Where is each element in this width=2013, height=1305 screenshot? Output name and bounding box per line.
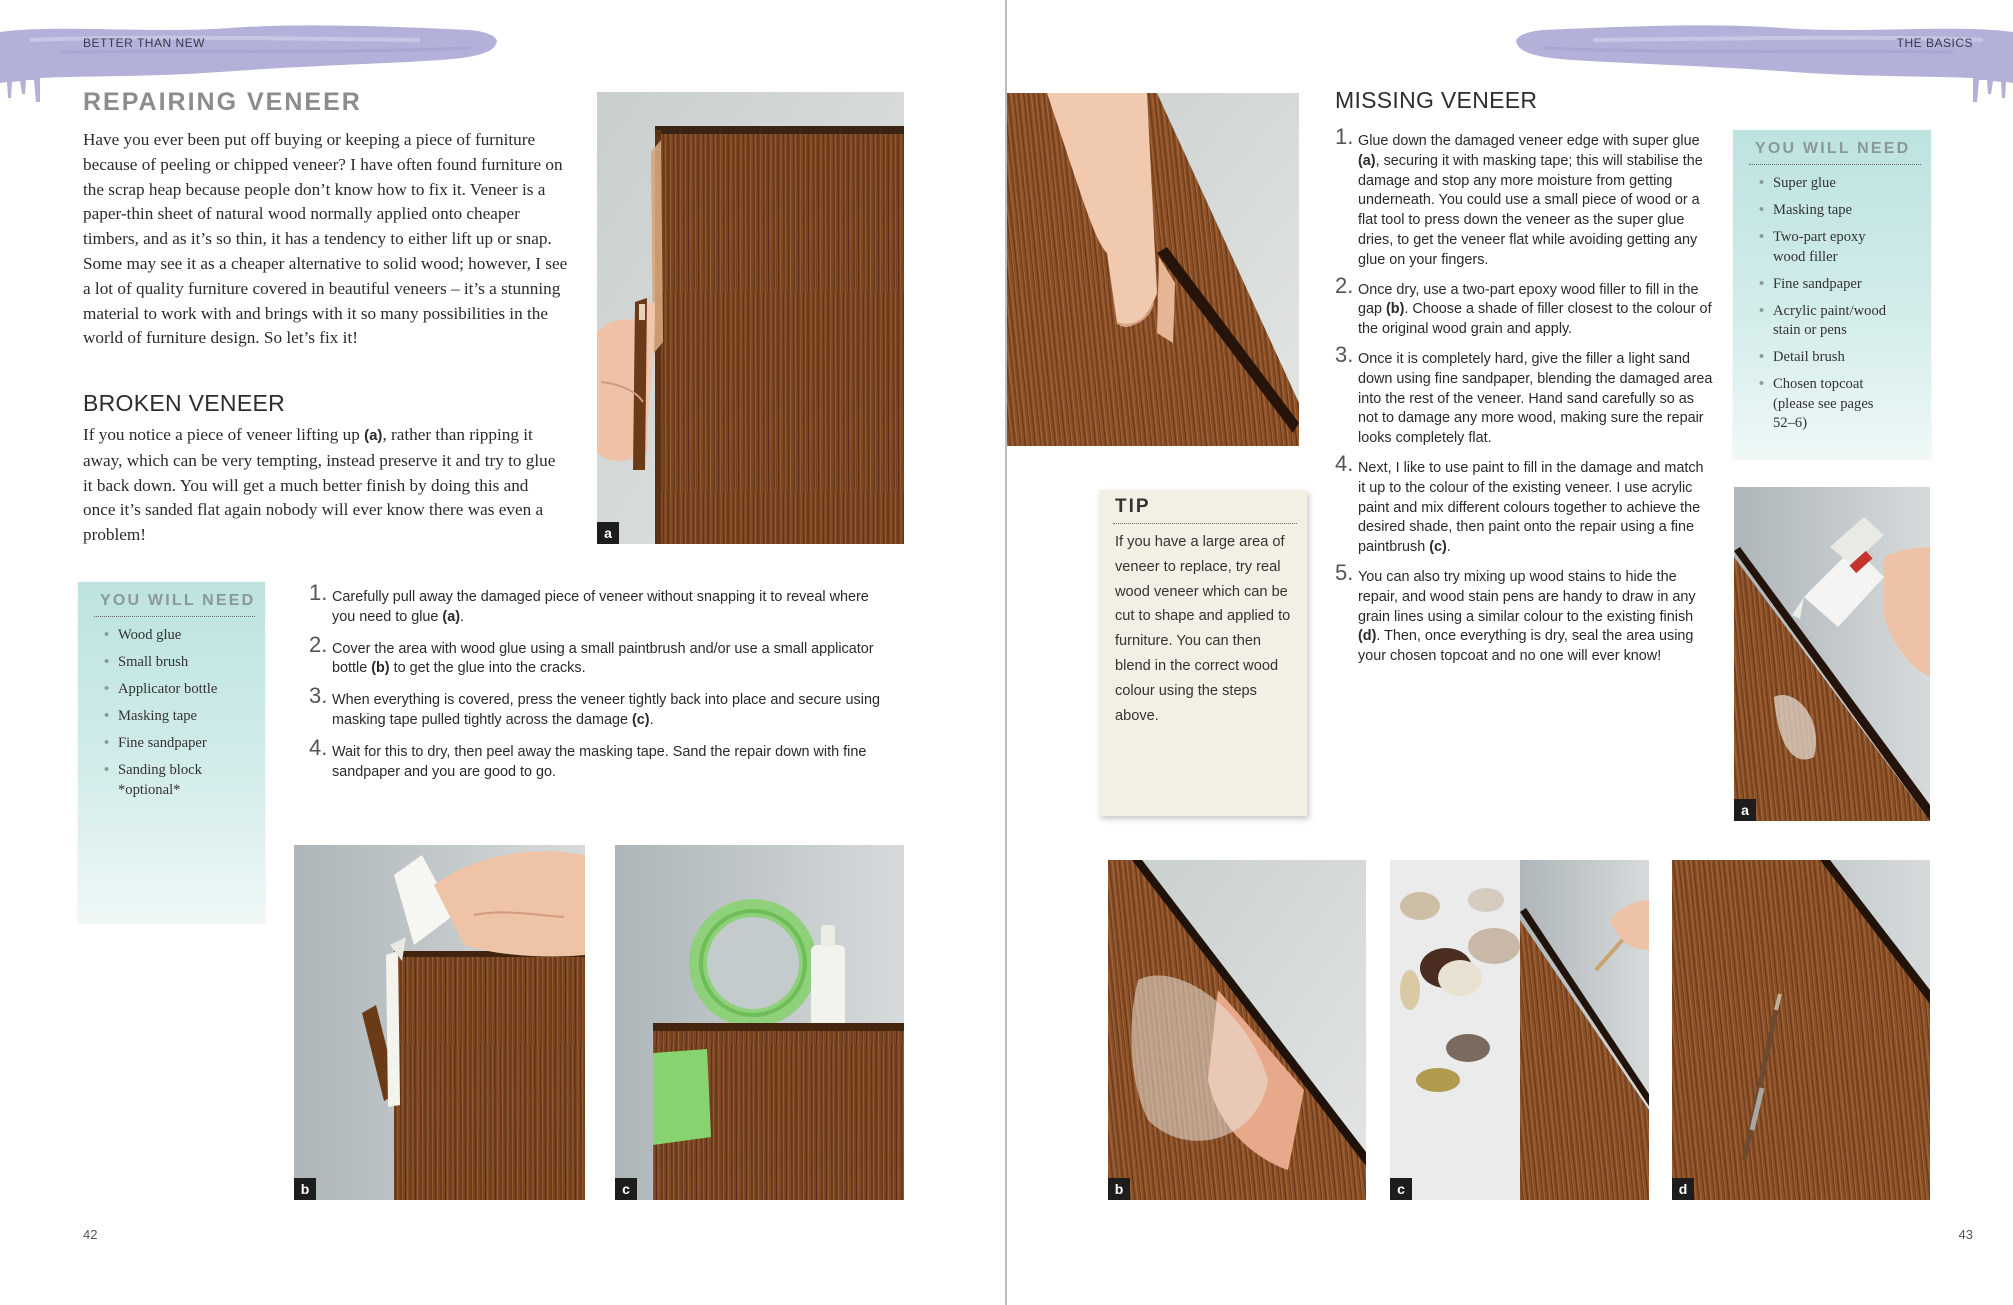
supply-item: • Chosen topcoat (please see pages 52–6) (1747, 375, 1893, 434)
photo-a-super-glue (1734, 487, 1930, 821)
photo-b-applying-glue (294, 845, 585, 1200)
step-item: 1. Glue down the damaged veneer edge with super glue (a), securing it with masking tape; this will stabilise the damage and stop any more moisture from getting underneath. You could use a small piece of wood or a flat tool to press down the veneer as the super glue dries, to get the veneer flat while avoiding getting any glue on your fingers. (1335, 124, 1703, 268)
supply-item: • Applicator bottle (92, 680, 262, 700)
page-number: 43 (1958, 1227, 1973, 1242)
photo-c-right-image (1390, 860, 1649, 1200)
supply-list (1747, 174, 1922, 441)
photo-label-a: a (1734, 799, 1756, 821)
supply-item: • Masking tape (92, 707, 262, 727)
photo-b-image (294, 845, 585, 1200)
tip-box (1099, 490, 1307, 816)
photo-c-masking-tape (615, 845, 904, 1200)
photo-a-image (597, 92, 904, 544)
supply-item: • Detail brush (1747, 348, 1922, 368)
divider (1113, 523, 1297, 524)
photo-label-c: c (615, 1178, 637, 1200)
tip-title: TIP (1115, 496, 1151, 517)
photo-label-b: b (1108, 1178, 1130, 1200)
supply-item: • Fine sandpaper (92, 734, 262, 754)
supply-item: • Sanding block *optional* (92, 761, 228, 800)
running-head: BETTER THAN NEW (83, 36, 205, 50)
intro-paragraph: Have you ever been put off buying or keeping a piece of furniture because of peeling or chipped veneer? I have often found furniture on the scrap heap because people don’t know how to fix it. Veneer is a paper-thin sheet of natural wood normally applied onto cheaper timbers, and as it’s so thin, it has a tendency to either lift up or snap. Some may see it as a cheaper alternative to solid wood; however, I see a lot of quality furniture covered in beautiful veneers – it’s a stunning material to work with and brings with it so many possibilities in the world of furniture design. So let’s fix it! (83, 130, 568, 348)
photo-b-epoxy-filler (1108, 860, 1366, 1200)
steps-list-right (1335, 124, 1713, 667)
you-will-need-box-right (1733, 130, 1931, 458)
step-item: 1. Carefully pull away the damaged piece of veneer without snapping it to reveal where you need to glue (a). (309, 580, 869, 625)
right-page (1007, 0, 2013, 1305)
left-page (0, 0, 1006, 1305)
page-title: MISSING VENEER (1335, 87, 1538, 113)
header-brush-stroke (1503, 14, 2013, 114)
steps-list-left (309, 580, 895, 782)
supply-item: • Acrylic paint/wood stain or pens (1747, 302, 1899, 341)
photo-d-image (1672, 860, 1930, 1200)
step-item: 4. Next, I like to use paint to fill in the damage and match it up to the colour of the existing veneer. I use acrylic paint and mix different colours together to achieve the desired shade, then paint onto the repair using a fine paintbrush (c). (1335, 450, 1704, 556)
supply-item: • Two-part epoxy wood filler (1747, 228, 1883, 267)
step-item: 2. Cover the area with wood glue using a small paintbrush and/or use a small applicator bottle (b) to get the glue into the cracks. (309, 631, 874, 677)
you-will-need-box-left (78, 582, 265, 922)
section-heading: BROKEN VENEER (83, 390, 286, 416)
step-item: 3. When everything is covered, press the veneer tightly back into place and secure using masking tape pulled tightly across the damage (c). (309, 683, 880, 728)
photo-corner-image (1007, 93, 1299, 446)
you-will-need-title: YOU WILL NEED (100, 592, 256, 609)
photo-label-c: c (1390, 1178, 1412, 1200)
divider (1749, 164, 1921, 165)
step-item: 4. Wait for this to dry, then peel away the masking tape. Sand the repair down with fine sandpaper and you are good to go. (309, 734, 867, 780)
photo-d-wood-stain-pen (1672, 860, 1930, 1200)
photo-c-paint-mixing (1390, 860, 1649, 1200)
section-paragraph: If you notice a piece of veneer lifting up (a), rather than ripping it away, which can be very tempting, instead preserve it and try to glue it back down. You will get a much better finish by doing this and once it’s sanded flat again nobody will ever know there was even a problem! (83, 425, 556, 545)
step-item: 3. Once it is completely hard, give the filler a light sand down using fine sandpaper, blending the damaged area into the rest of the veneer. Hand sand carefully so as not to damage any more wood, making sure the repair looks completely flat. (1335, 341, 1713, 447)
photo-b-right-image (1108, 860, 1366, 1200)
page-title: REPAIRING VENEER (83, 88, 362, 116)
photo-missing-veneer-corner (1007, 93, 1299, 446)
supply-list (92, 626, 262, 808)
page-number: 42 (83, 1227, 98, 1242)
photo-a-right-image (1734, 487, 1930, 821)
supply-item: • Fine sandpaper (1747, 275, 1922, 295)
photo-label-a: a (597, 522, 619, 544)
divider (94, 616, 255, 617)
step-item: 2. Once dry, use a two-part epoxy wood filler to fill in the gap (b). Choose a shade of filler closest to the colour of the original wood grain and apply. (1335, 272, 1712, 338)
photo-a-lifted-veneer (597, 92, 904, 544)
supply-item: • Masking tape (1747, 201, 1922, 221)
supply-item: • Super glue (1747, 174, 1922, 194)
photo-label-b: b (294, 1178, 316, 1200)
photo-label-d: d (1672, 1178, 1694, 1200)
supply-item: • Wood glue (92, 626, 262, 646)
step-item: 5. You can also try mixing up wood stains to hide the repair, and wood stain pens are handy to draw in any grain lines using a similar colour to the existing finish (d). Then, once everything is dry, seal the area using your chosen topcoat and no one will ever know! (1335, 559, 1696, 665)
tip-text: If you have a large area of veneer to replace, try real wood veneer which can be cut to shape and applied to furniture. You can then blend in the correct wood colour using the steps above. (1115, 534, 1291, 724)
running-head: THE BASICS (1896, 36, 1973, 50)
supply-item: • Small brush (92, 653, 262, 673)
photo-c-image (615, 845, 904, 1200)
you-will-need-title: YOU WILL NEED (1755, 140, 1911, 157)
